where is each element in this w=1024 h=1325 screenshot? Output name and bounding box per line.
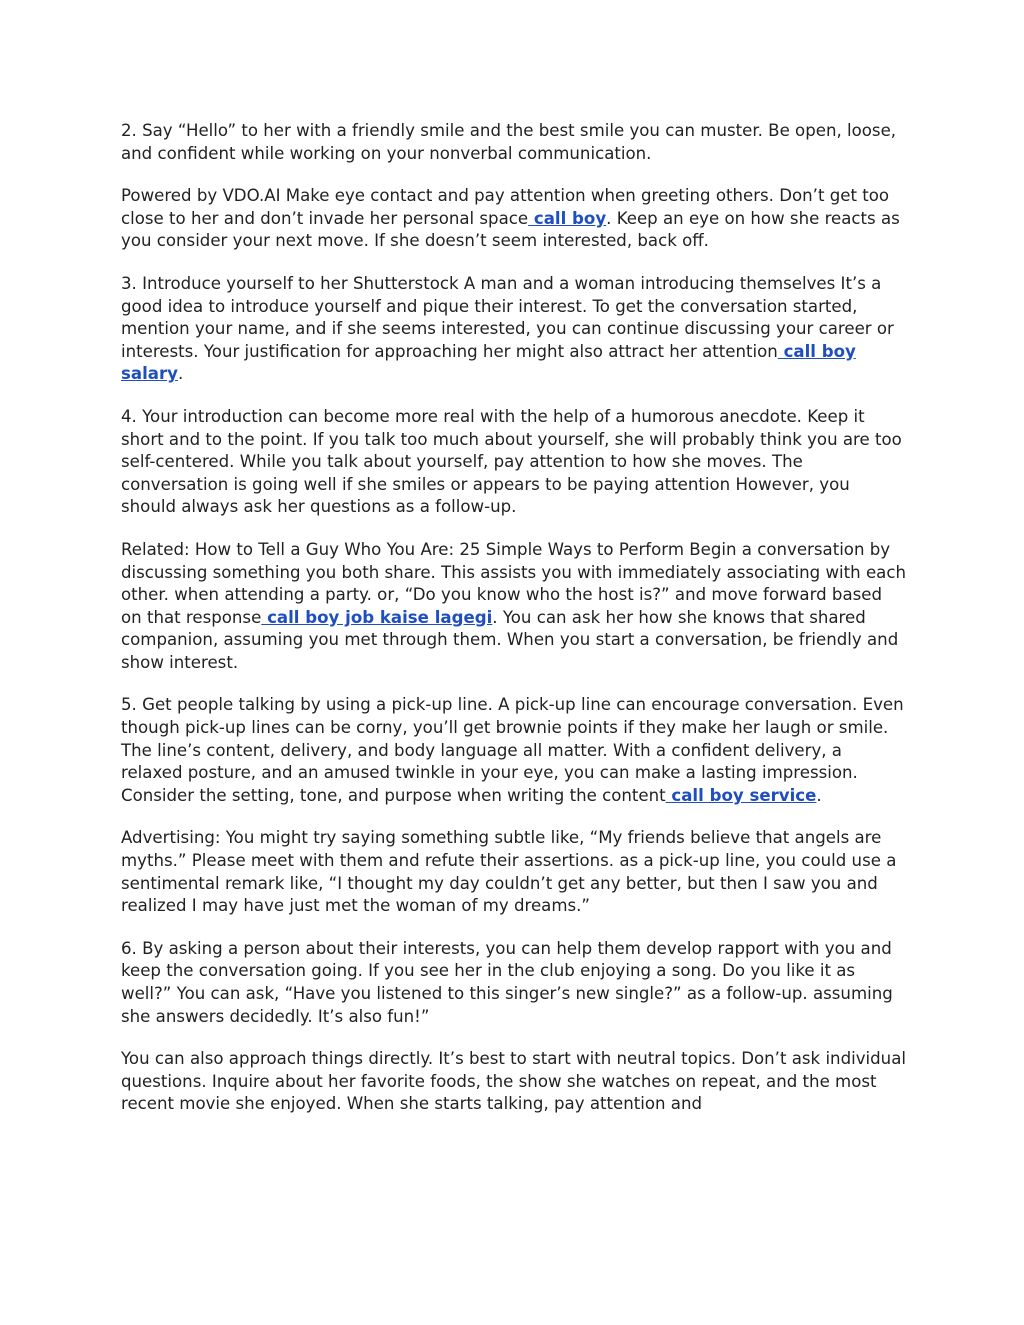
- paragraph-text: Powered by VDO.AI Make eye contact and pay attention when greeting others. Don’t get too close to her and don’t invade her personal space: [121, 186, 890, 228]
- paragraph-text: 4. Your introduction can become more real with the help of a humorous anecdote. Keep it short and to the point. If you talk too much about yourself, she will probably think you are too self-centered. While you talk about yourself, pay attention to how she moves. The conversation is going well if she smiles or appears to be paying attention However, you should always ask her questions as a follow-up.: [121, 406, 902, 517]
- paragraph-text: . You can ask her how she knows that shared companion, assuming you met through them. When you start a conversation, be friendly and show interest.: [121, 607, 899, 672]
- paragraph-text: You can also approach things directly. It’s best to start with neutral topics. Don’t ask individual questions. Inquire about her favorite foods, the show she watches on repeat, and the most recent movie she enjoyed. When she starts talking, pay attention and: [121, 1049, 906, 1114]
- call-boy-service-link[interactable]: call boy service: [665, 785, 817, 805]
- paragraph-pick-up-line: [121, 694, 906, 807]
- paragraph-text: . Keep an eye on how she reacts as you consider your next move. If she doesn’t seem interested, back off.: [121, 208, 900, 251]
- paragraph-text: 3. Introduce yourself to her Shutterstock A man and a woman introducing themselves It’s a good idea to introduce yourself and pique their interest. To get the conversation started, mention your name, and if she seems interested, you can continue discussing your career or interests. Your justification for approaching her might also attract her attention: [121, 273, 894, 361]
- paragraph-advertising: [121, 827, 906, 917]
- paragraph-introduce-yourself: [121, 273, 906, 386]
- paragraph-text: Advertising: You might try saying something subtle like, “My friends believe that angels are myths.” Please meet with them and refute their assertions. as a pick-up line, you could use a sentimental remark like, “I thought my day couldn’t get any better, but then I saw you and realized I may have just met the woman of my dreams.”: [121, 828, 897, 916]
- paragraph-text: 5. Get people talking by using a pick-up line. A pick-up line can encourage conversation. Even though pick-up lines can be corny, you’ll get brownie points if they make her laugh or smile. The line’s content, delivery, and body language all matter. With a confident delivery, a relaxed posture, and an amused twinkle in your eye, you can make a lasting impression. Consider the setting, tone, and purpose when writing the content: [121, 695, 904, 805]
- document-page: [121, 120, 906, 1136]
- call-boy-link[interactable]: call boy: [528, 208, 607, 228]
- paragraph-text: 6. By asking a person about their interests, you can help them develop rapport with you and keep the conversation going. If you see her in the club enjoying a song. Do you like it as well?” You can ask, “Have you listened to this singer’s new single?” as a follow-up. assuming she answers decidedly. It’s also fun!”: [121, 938, 893, 1026]
- call-boy-salary-link[interactable]: call boy salary: [121, 341, 856, 384]
- paragraph-approach-directly: [121, 1048, 906, 1116]
- paragraph-text: .: [816, 785, 822, 805]
- call-boy-job-link[interactable]: call boy job kaise lagegi: [261, 607, 493, 627]
- paragraph-say-hello: [121, 120, 906, 165]
- paragraph-interests: [121, 938, 906, 1028]
- paragraph-text: Related: How to Tell a Guy Who You Are: 25 Simple Ways to Perform Begin a conversation by discussing something you both share. This assists you with immediately associating with each other. when attending a party. or, “Do you know who the host is?” and move forward based on that response: [121, 539, 906, 627]
- paragraph-text: .: [177, 364, 184, 384]
- paragraph-text: 2. Say “Hello” to her with a friendly smile and the best smile you can muster. Be open, loose, and confident while working on your nonverbal communication.: [121, 121, 897, 163]
- paragraph-related: [121, 539, 906, 675]
- paragraph-humorous-anecdote: [121, 406, 906, 519]
- paragraph-eye-contact: [121, 185, 906, 253]
